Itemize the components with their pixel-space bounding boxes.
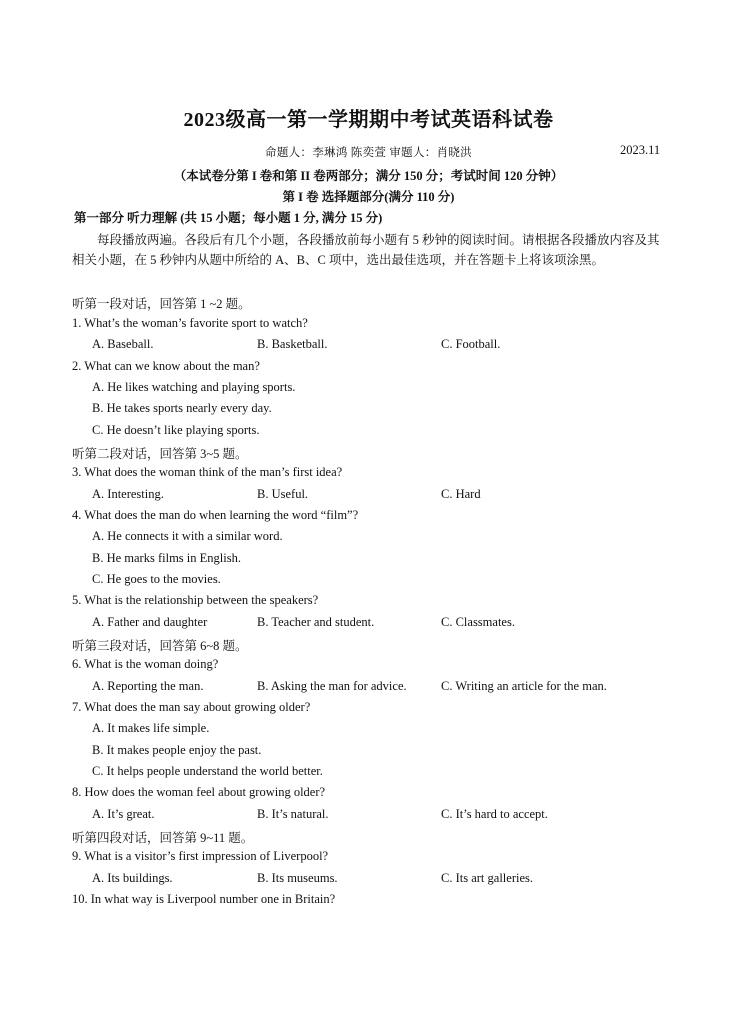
option-c: C. Classmates. [441, 615, 515, 629]
question-stem: 2. What can we know about the man? [72, 359, 260, 373]
option-b: B. He marks films in English. [92, 551, 241, 565]
option-c: C. It’s hard to accept. [441, 807, 548, 821]
option-a: A. He connects it with a similar word. [92, 529, 283, 543]
section-header: 听第一段对话，回答第 1 ~2 题。 [72, 297, 251, 311]
option-b: B. Its museums. [257, 871, 338, 885]
option-c: C. Football. [441, 337, 501, 351]
option-a: A. It makes life simple. [92, 721, 210, 735]
volume-title: 第 I 卷 选择题部分(满分 110 分) [282, 190, 455, 204]
question-stem: 7. What does the man say about growing older? [72, 700, 311, 714]
question-stem: 3. What does the woman think of the man’s first idea? [72, 465, 343, 479]
option-a: A. He likes watching and playing sports. [92, 380, 296, 394]
section-header: 听第三段对话，回答第 6~8 题。 [72, 639, 248, 653]
exam-note: （本试卷分第 I 卷和第 II 卷两部分；满分 150 分；考试时间 120 分钟） [173, 169, 564, 183]
option-c: C. Writing an article for the man. [441, 679, 607, 693]
question-stem: 4. What does the man do when learning the word “film”? [72, 508, 359, 522]
option-c: C. Its art galleries. [441, 871, 533, 885]
option-b: B. Basketball. [257, 337, 328, 351]
option-c: C. He goes to the movies. [92, 572, 221, 586]
authors-line: 命题人：李琳鸿 陈奕萱 审题人：肖晓洪 [265, 147, 472, 159]
option-a: A. Its buildings. [92, 871, 173, 885]
option-a: A. Interesting. [92, 487, 164, 501]
option-c: C. It helps people understand the world better. [92, 764, 323, 778]
option-a: A. Father and daughter [92, 615, 208, 629]
question-stem: 9. What is a visitor’s first impression of Liverpool? [72, 849, 329, 863]
section-header: 听第二段对话，回答第 3~5 题。 [72, 447, 248, 461]
option-c: C. He doesn’t like playing sports. [92, 423, 260, 437]
option-a: A. Reporting the man. [92, 679, 204, 693]
section-header: 听第四段对话，回答第 9~11 题。 [72, 831, 254, 845]
instructions: 每段播放两遍。各段后有几个小题，各段播放前每小题有 5 秒钟的阅读时间。请根据各段播放内容及其相关小题，在 5 秒钟内从题中所给的 A、B、C 项中，选出最佳选项，并在答题卡上将该项涂黑。 [72, 233, 660, 267]
option-b: B. Useful. [257, 487, 309, 501]
question-stem: 10. In what way is Liverpool number one in Britain? [72, 892, 336, 906]
question-stem: 6. What is the woman doing? [72, 657, 219, 671]
option-b: B. It’s natural. [257, 807, 329, 821]
option-c: C. Hard [441, 487, 481, 501]
option-b: B. It makes people enjoy the past. [92, 743, 262, 757]
question-stem: 5. What is the relationship between the speakers? [72, 593, 319, 607]
option-a: A. Baseball. [92, 337, 154, 351]
option-b: B. Teacher and student. [257, 615, 375, 629]
part-title: 第一部分 听力理解 (共 15 小题；每小题 1 分, 满分 15 分) [74, 211, 383, 225]
exam-date: 2023.11 [620, 143, 661, 157]
question-stem: 1. What’s the woman’s favorite sport to watch? [72, 316, 308, 330]
option-a: A. It’s great. [92, 807, 155, 821]
exam-title: 2023级高一第一学期期中考试英语科试卷 [183, 109, 554, 131]
option-b: B. He takes sports nearly every day. [92, 401, 272, 415]
question-stem: 8. How does the woman feel about growing older? [72, 785, 326, 799]
option-b: B. Asking the man for advice. [257, 679, 407, 693]
